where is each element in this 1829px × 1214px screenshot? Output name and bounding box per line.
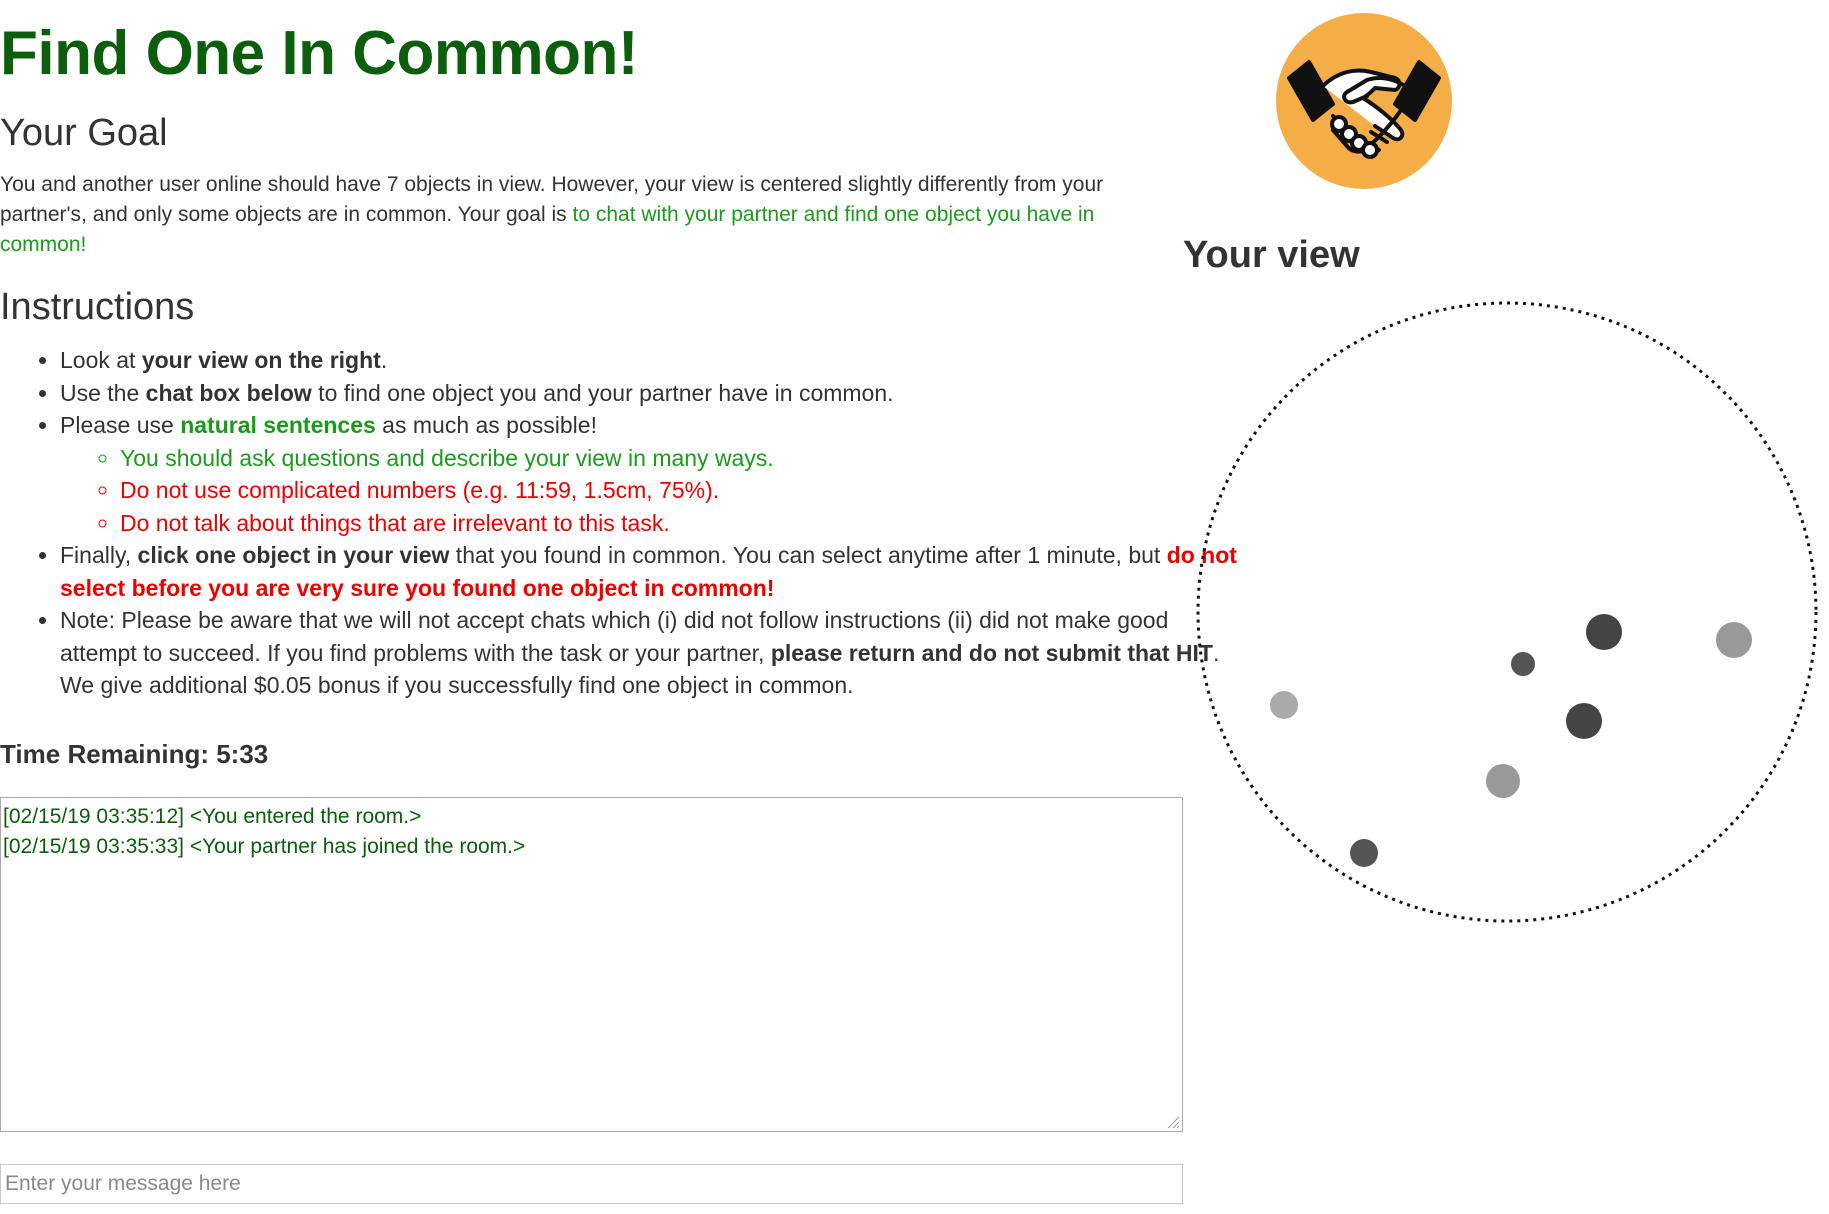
instruction-text: Note: Please be aware that we will not accept chats which (i) did not follow instructions (ii) did not make good attempt to succeed. If you find problems with the task or your partner, xyxy=(60,607,1169,666)
sub-instruction: ◦ Do not use complicated numbers (e.g. 11:59, 1.5cm, 75%). xyxy=(120,474,1245,507)
instruction-emphasis: please return and do not submit that HIT xyxy=(770,639,1213,666)
instruction-item xyxy=(60,409,1245,539)
object-dot[interactable] xyxy=(1566,703,1602,739)
object-dot[interactable] xyxy=(1350,839,1378,867)
chat-log[interactable] xyxy=(0,797,1183,1132)
instruction-text: Finally, xyxy=(60,542,138,568)
chat-message: [02/15/19 03:35:33] <Your partner has joined the room.> xyxy=(3,835,526,858)
page-title: Find One In Common! xyxy=(0,19,638,88)
object-dot[interactable] xyxy=(1486,764,1520,798)
instruction-item xyxy=(60,377,1245,410)
instruction-text: that you found in common. You can select anytime after 1 minute, but xyxy=(449,542,1167,568)
instruction-text: . We give additional $0.05 bonus if you successfully find one object in common. xyxy=(60,639,1220,698)
instruction-item xyxy=(60,604,1245,702)
object-dot[interactable] xyxy=(1716,622,1752,658)
instruction-text: Please use xyxy=(60,412,181,438)
instruction-emphasis: natural sentences xyxy=(180,412,376,438)
goal-heading: Your Goal xyxy=(0,112,168,154)
goal-description xyxy=(0,170,1135,260)
instruction-text: Look at xyxy=(60,347,142,373)
instruction-item xyxy=(60,344,1245,377)
instruction-text: as much as possible! xyxy=(375,412,597,438)
resize-grip-icon[interactable] xyxy=(1166,1115,1180,1129)
instruction-text: . xyxy=(380,347,388,373)
message-input[interactable] xyxy=(0,1164,1183,1204)
instructions-heading: Instructions xyxy=(0,286,195,328)
instructions-list xyxy=(0,344,1245,702)
chat-message: [02/15/19 03:35:12] <You entered the room.> xyxy=(3,805,422,828)
instruction-sublist xyxy=(60,442,1245,540)
view-boundary xyxy=(1198,303,1816,921)
sub-instruction: ◦ Do not talk about things that are irrelevant to this task. xyxy=(120,507,1245,540)
goal-text: You and another user online should have 7 objects in view. However, your view is centered slightly differently from your partner's, and only some objects are in common. Your goal is xyxy=(0,173,1104,226)
view-panel xyxy=(1195,300,1819,924)
instruction-text: to find one object you and your partner have in common. xyxy=(311,379,894,406)
object-dot[interactable] xyxy=(1511,652,1535,676)
goal-highlight: to chat with your partner and find one object you have in common! xyxy=(0,203,1095,256)
sub-instruction: ◦ You should ask questions and describe your view in many ways. xyxy=(120,442,1245,475)
time-remaining: Time Remaining: 5:33 xyxy=(0,739,269,769)
instruction-item xyxy=(60,539,1245,604)
instruction-emphasis: click one object in your view xyxy=(137,542,450,568)
view-heading: Your view xyxy=(1183,234,1360,276)
object-dot[interactable] xyxy=(1586,614,1622,650)
instruction-warning: do not select before you are very sure you found one object in common! xyxy=(60,542,1237,601)
instruction-emphasis: your view on the right xyxy=(141,347,381,373)
instruction-emphasis: chat box below xyxy=(145,379,312,406)
instruction-text: Use the xyxy=(60,379,146,406)
handshake-icon xyxy=(1275,12,1453,190)
object-dot[interactable] xyxy=(1270,691,1298,719)
